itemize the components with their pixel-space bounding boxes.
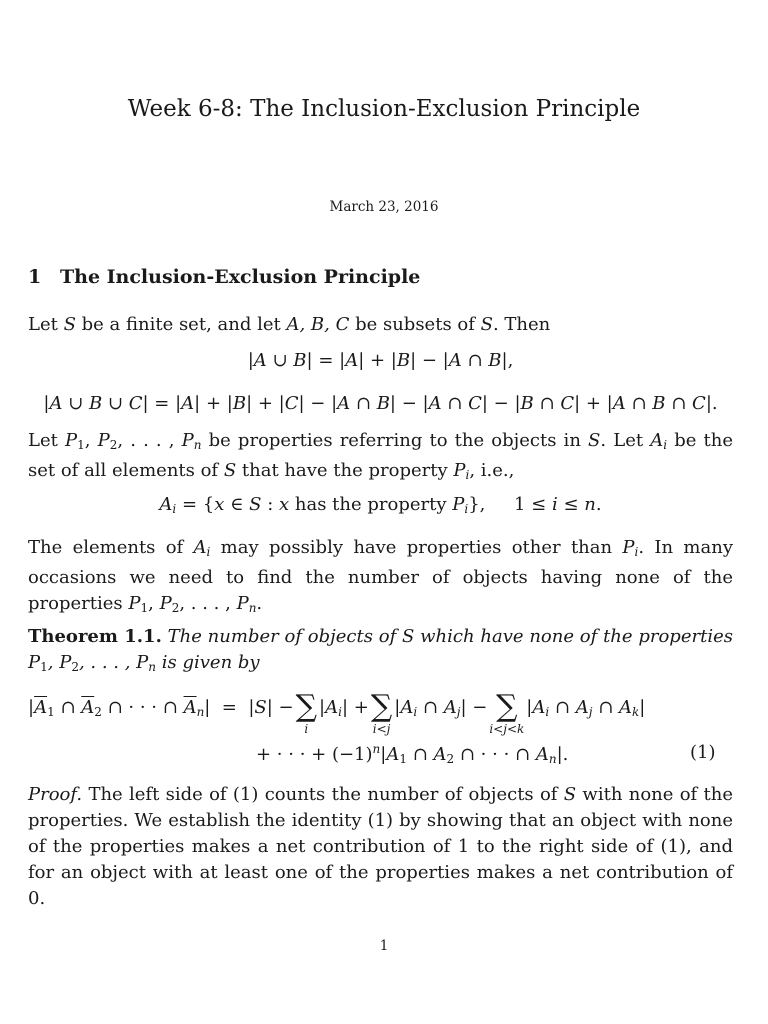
document-title: Week 6-8: The Inclusion-Exclusion Principle [127, 96, 641, 122]
paragraph-elements: The elements of $A_i$ may possibly have properties other than $P_i$. In many occasions we need to find the number of objects having none of the properties $P_1$, $P_2$, . . . , $P_n$. [28, 537, 733, 615]
equation-two-sets: |A ∪ B| = |A| + |B| − |A ∩ B|, [247, 350, 514, 371]
document-date: March 23, 2016 [329, 199, 439, 215]
proof-label: Proof. [28, 784, 83, 805]
equation-main-line1: $|\overline{A}_1$ ∩ $\overline{A}_2$ ∩ · · · ∩ $\overline{A}_n| = |S|$ − ∑ i $|A_i|$ + ∑ i<j $|A_i$ ∩ $A_j|$ − ∑ i<j<k $|A_i$ ∩ $A_j$ ∩ $A_k|$ [28, 689, 646, 736]
section-title: The Inclusion-Exclusion Principle [60, 266, 421, 288]
paragraph-intro: Let S be a finite set, and let A, B, C be subsets of S. Then [28, 314, 551, 335]
equation-three-sets: |A ∪ B ∪ C| = |A| + |B| + |C| − |A ∩ B| − |A ∩ C| − |B ∩ C| + |A ∩ B ∩ C|. [43, 393, 718, 414]
equation-main-line2: + · · · + $(-1)^n|A_1$ ∩ $A_2$ ∩ · · · ∩ $A_n|$. [256, 742, 569, 766]
theorem-label: Theorem 1.1. [28, 626, 162, 647]
equation-set-definition: $A_i = \{x$ ∈ S : x has the property $P_i$}, 1 ≤ i ≤ n. [159, 494, 602, 516]
section-number: 1 [28, 266, 42, 288]
section-heading [28, 266, 420, 288]
paragraph-properties: Let $P_1$, $P_2$, . . . , $P_n$ be properties referring to the objects in S. Let $A_i$ be the set of all elements of S that have the property $P_i$, i.e., [28, 430, 733, 482]
equation-number: (1) [690, 742, 716, 763]
theorem-statement: Theorem 1.1. The number of objects of S which have none of the properties $P_1$, $P_2$, . . . , $P_n$ is given by [28, 626, 733, 674]
page-number: 1 [379, 938, 389, 954]
proof-paragraph: Proof. The left side of (1) counts the number of objects of S with none of the properties. We establish the identity (1) by showing that an object with none of the properties makes a net contribution of 1 to the right side of (1), and for an object with at least one of the properties makes a net contribution of 0. [28, 784, 733, 909]
